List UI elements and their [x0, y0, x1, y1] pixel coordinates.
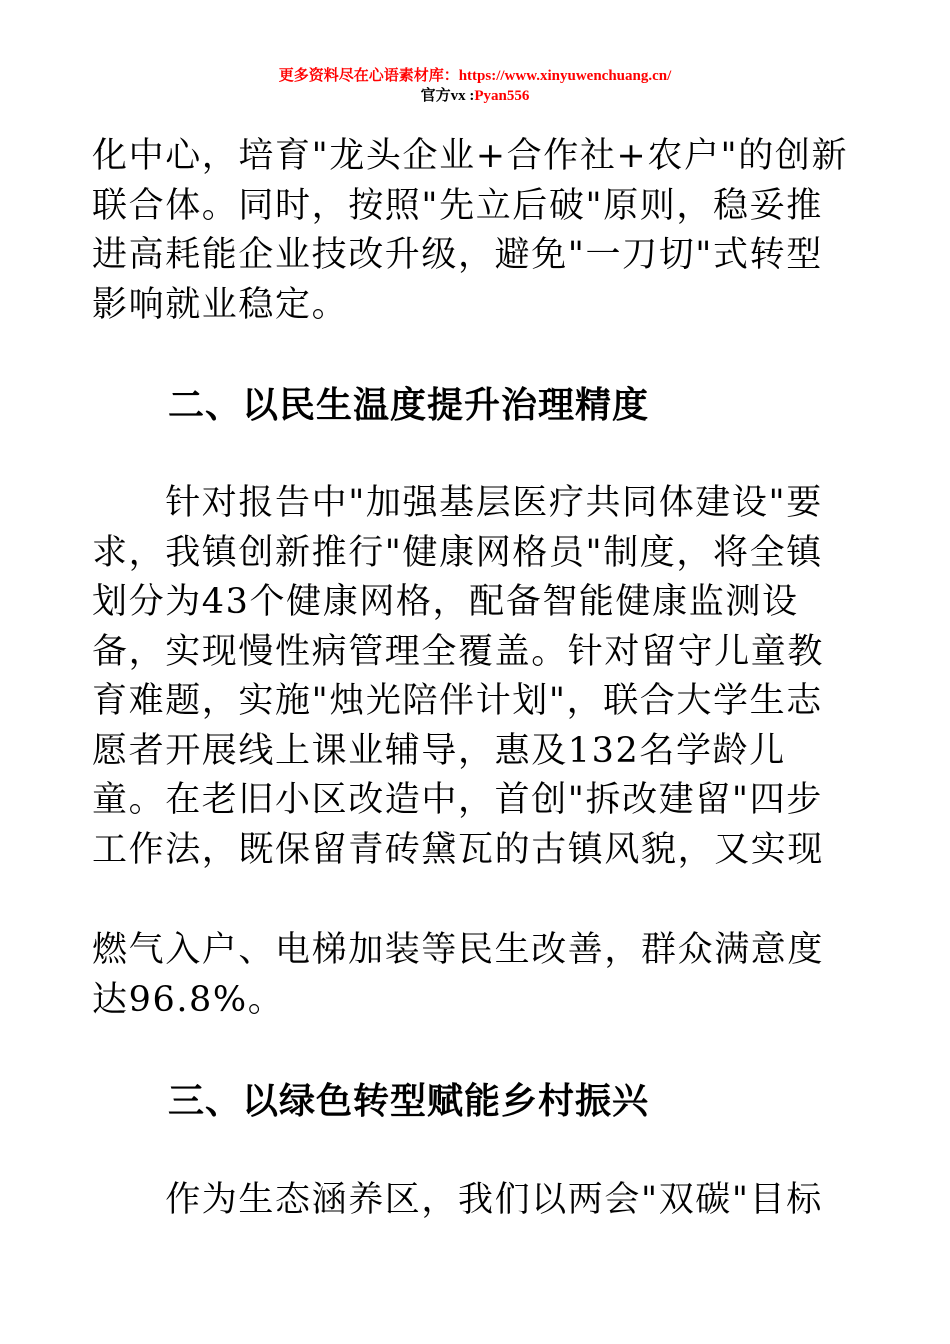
paragraph-3: [92, 926, 867, 1025]
paragraph-line: 达96.8%。: [92, 979, 285, 1020]
paragraph-line: 愿者开展线上课业辅导，惠及132名学龄儿: [92, 730, 786, 771]
paragraph-line: 燃气入户、电梯加装等民生改善，群众满意度: [92, 930, 825, 970]
paragraph-line: 作为生态涵养区，我们以两会"双碳"目标: [92, 1180, 823, 1220]
header-line-2: [0, 86, 950, 106]
paragraph-line: 育难题，实施"烛光陪伴计划"，联合大学生志: [92, 681, 823, 721]
header-url-link[interactable]: https://www.xinyuwenchuang.cn/: [458, 68, 672, 84]
paragraph-line: 备，实现慢性病管理全覆盖。针对留守儿童教: [92, 631, 825, 672]
paragraph-line: 针对报告中"加强基层医疗共同体建设"要: [92, 483, 823, 523]
paragraph-line: 影响就业稳定。: [92, 284, 349, 325]
paragraph-line: 化中心，培育"龙头企业+合作社+农户"的创新: [92, 136, 849, 176]
paragraph-line: 联合体。同时，按照"先立后破"原则，稳妥推: [92, 185, 823, 226]
paragraph-line: 求，我镇创新推行"健康网格员"制度，将全镇: [92, 532, 823, 573]
paragraph-line: 进高耗能企业技改升级，避免"一刀切"式转型: [92, 235, 823, 275]
paragraph-1: [92, 132, 867, 330]
section-heading-2: 二、以民生温度提升治理精度: [168, 385, 650, 426]
header-promo-text: 更多资料尽在心语素材库：: [278, 68, 459, 84]
section-heading-3: 三、以绿色转型赋能乡村振兴: [168, 1081, 650, 1122]
paragraph-2: [92, 479, 867, 875]
paragraph-line: 童。在老旧小区改造中，首创"拆改建留"四步: [92, 780, 823, 820]
header-vx-label: 官方vx :: [420, 88, 475, 104]
paragraph-line: 划分为43个健康网格，配备智能健康监测设: [92, 582, 799, 622]
header-vx-id: Pyan556: [474, 88, 530, 104]
paragraph-line: 工作法，既保留青砖黛瓦的古镇风貌，又实现: [92, 829, 825, 870]
paragraph-4: [92, 1176, 867, 1226]
page-header: [0, 66, 950, 106]
header-line-1: [0, 66, 950, 86]
